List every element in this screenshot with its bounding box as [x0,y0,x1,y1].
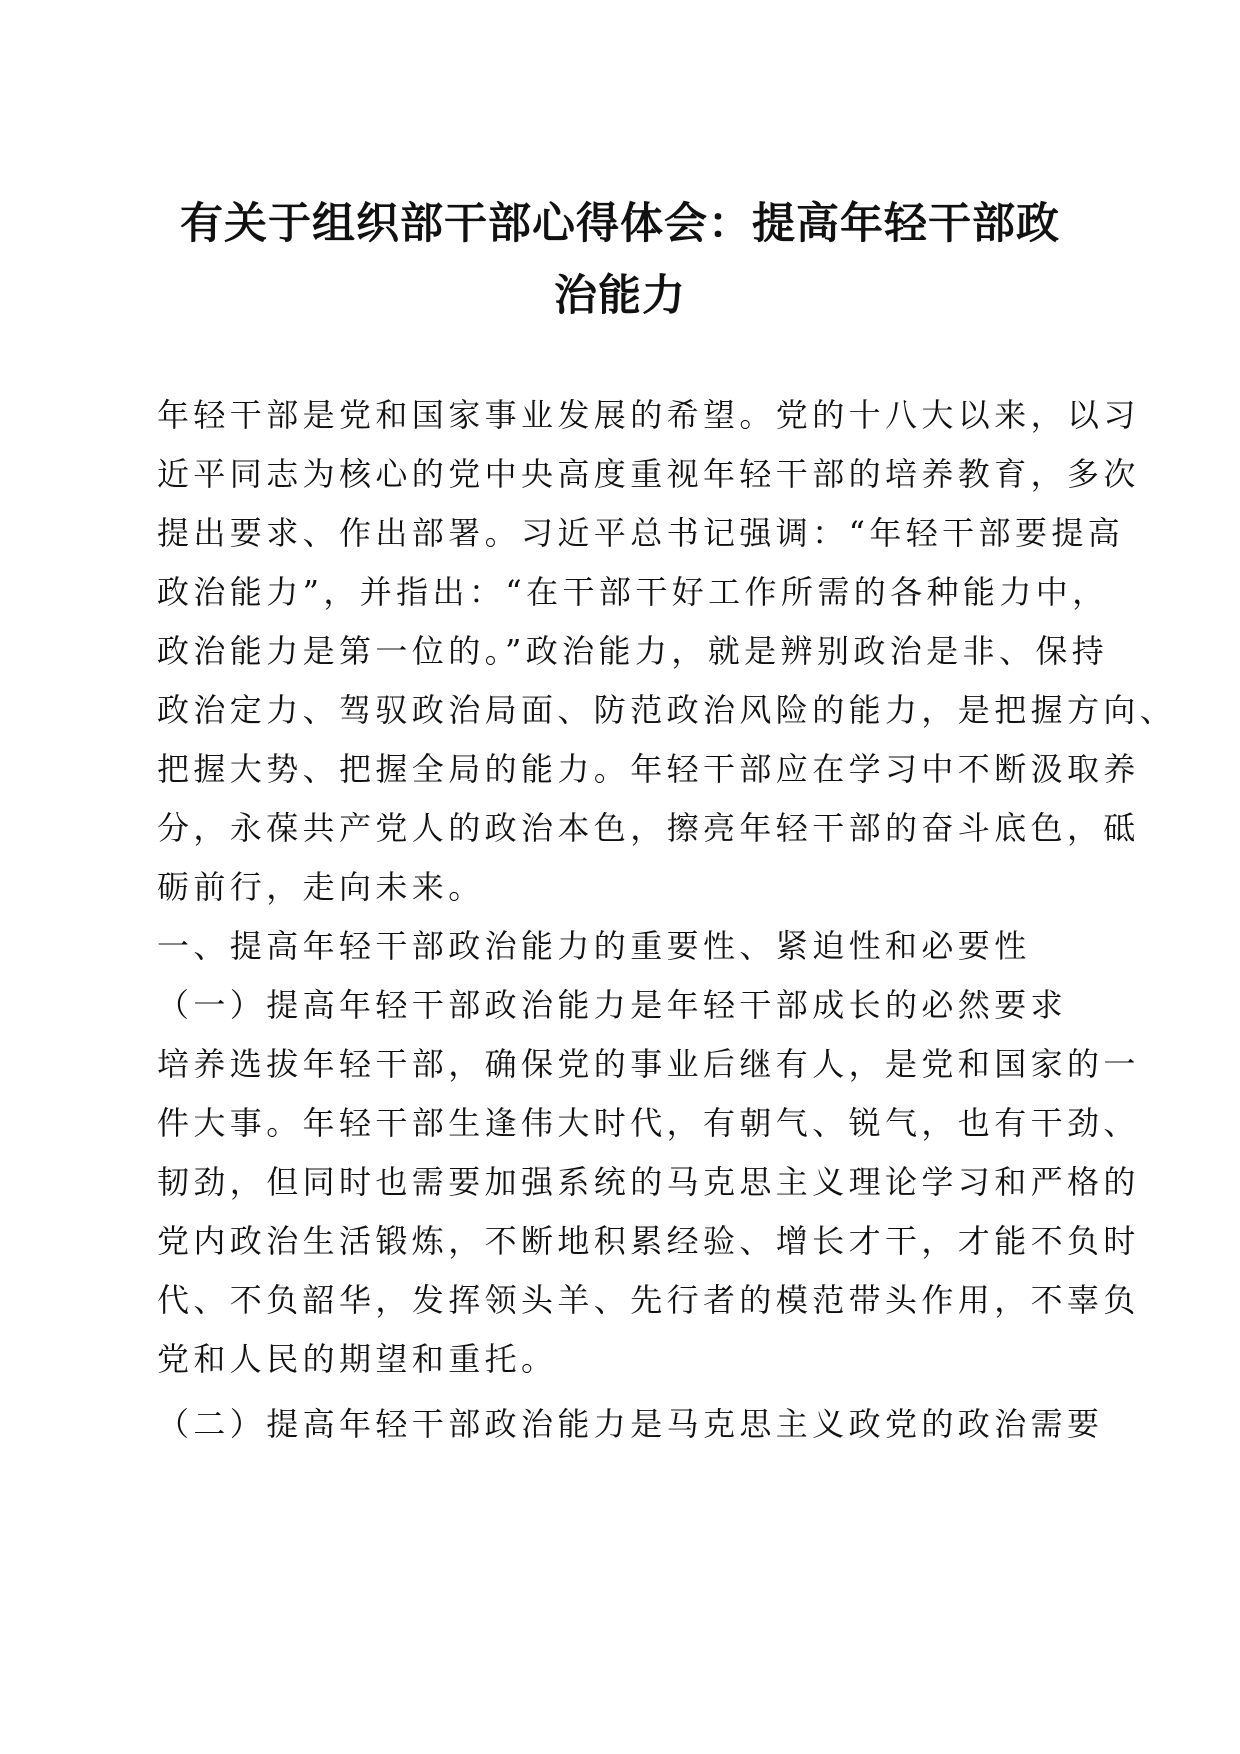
body-line: 政治能力是第一位的。”政治能力，就是辨别政治是非、保持 [157,632,1109,670]
body-line: 党内政治生活锻炼，不断地积累经验、增长才干，才能不负时 [157,1222,1140,1260]
body-line: 党和人民的期望和重托。 [157,1340,558,1378]
body-line: 把握大势、把握全局的能力。年轻干部应在学习中不断汲取养 [157,750,1140,788]
document-body [157,386,1177,1454]
subsection-heading-2: （二）提高年轻干部政治能力是马克思主义政党的政治需要 [157,1405,1104,1443]
body-line: 韧劲，但同时也需要加强系统的马克思主义理论学习和严格的 [157,1163,1140,1201]
body-line: 年轻干部是党和国家事业发展的希望。党的十八大以来，以习 [157,396,1140,434]
body-line: 分，永葆共产党人的政治本色，擦亮年轻干部的奋斗底色，砥 [157,809,1140,847]
body-line: 培养选拔年轻干部，确保党的事业后继有人，是党和国家的一 [157,1045,1140,1083]
body-line: 政治定力、驾驭政治局面、防范政治风险的能力，是把握方向、 [157,691,1177,729]
title-line-2: 治能力 [554,271,686,321]
body-line: 政治能力”，并指出：“在干部干好工作所需的各种能力中， [157,573,1109,611]
body-line: 提出要求、作出部署。习近平总书记强调：“年轻干部要提高 [157,514,1125,552]
body-line: 代、不负韶华，发挥领头羊、先行者的模范带头作用，不辜负 [157,1281,1140,1319]
title-line-1: 有关于组织部干部心得体会：提高年轻干部政 [180,199,1060,249]
body-line: 近平同志为核心的党中央高度重视年轻干部的培养教育，多次 [157,455,1140,493]
document-title [140,188,1100,332]
body-line: 砺前行，走向未来。 [157,868,485,906]
subsection-heading-1: （一）提高年轻干部政治能力是年轻干部成长的必然要求 [157,986,1068,1024]
body-line: 件大事。年轻干部生逢伟大时代，有朝气、锐气，也有干劲、 [157,1104,1140,1142]
section-heading-1: 一、提高年轻干部政治能力的重要性、紧迫性和必要性 [157,927,1031,965]
